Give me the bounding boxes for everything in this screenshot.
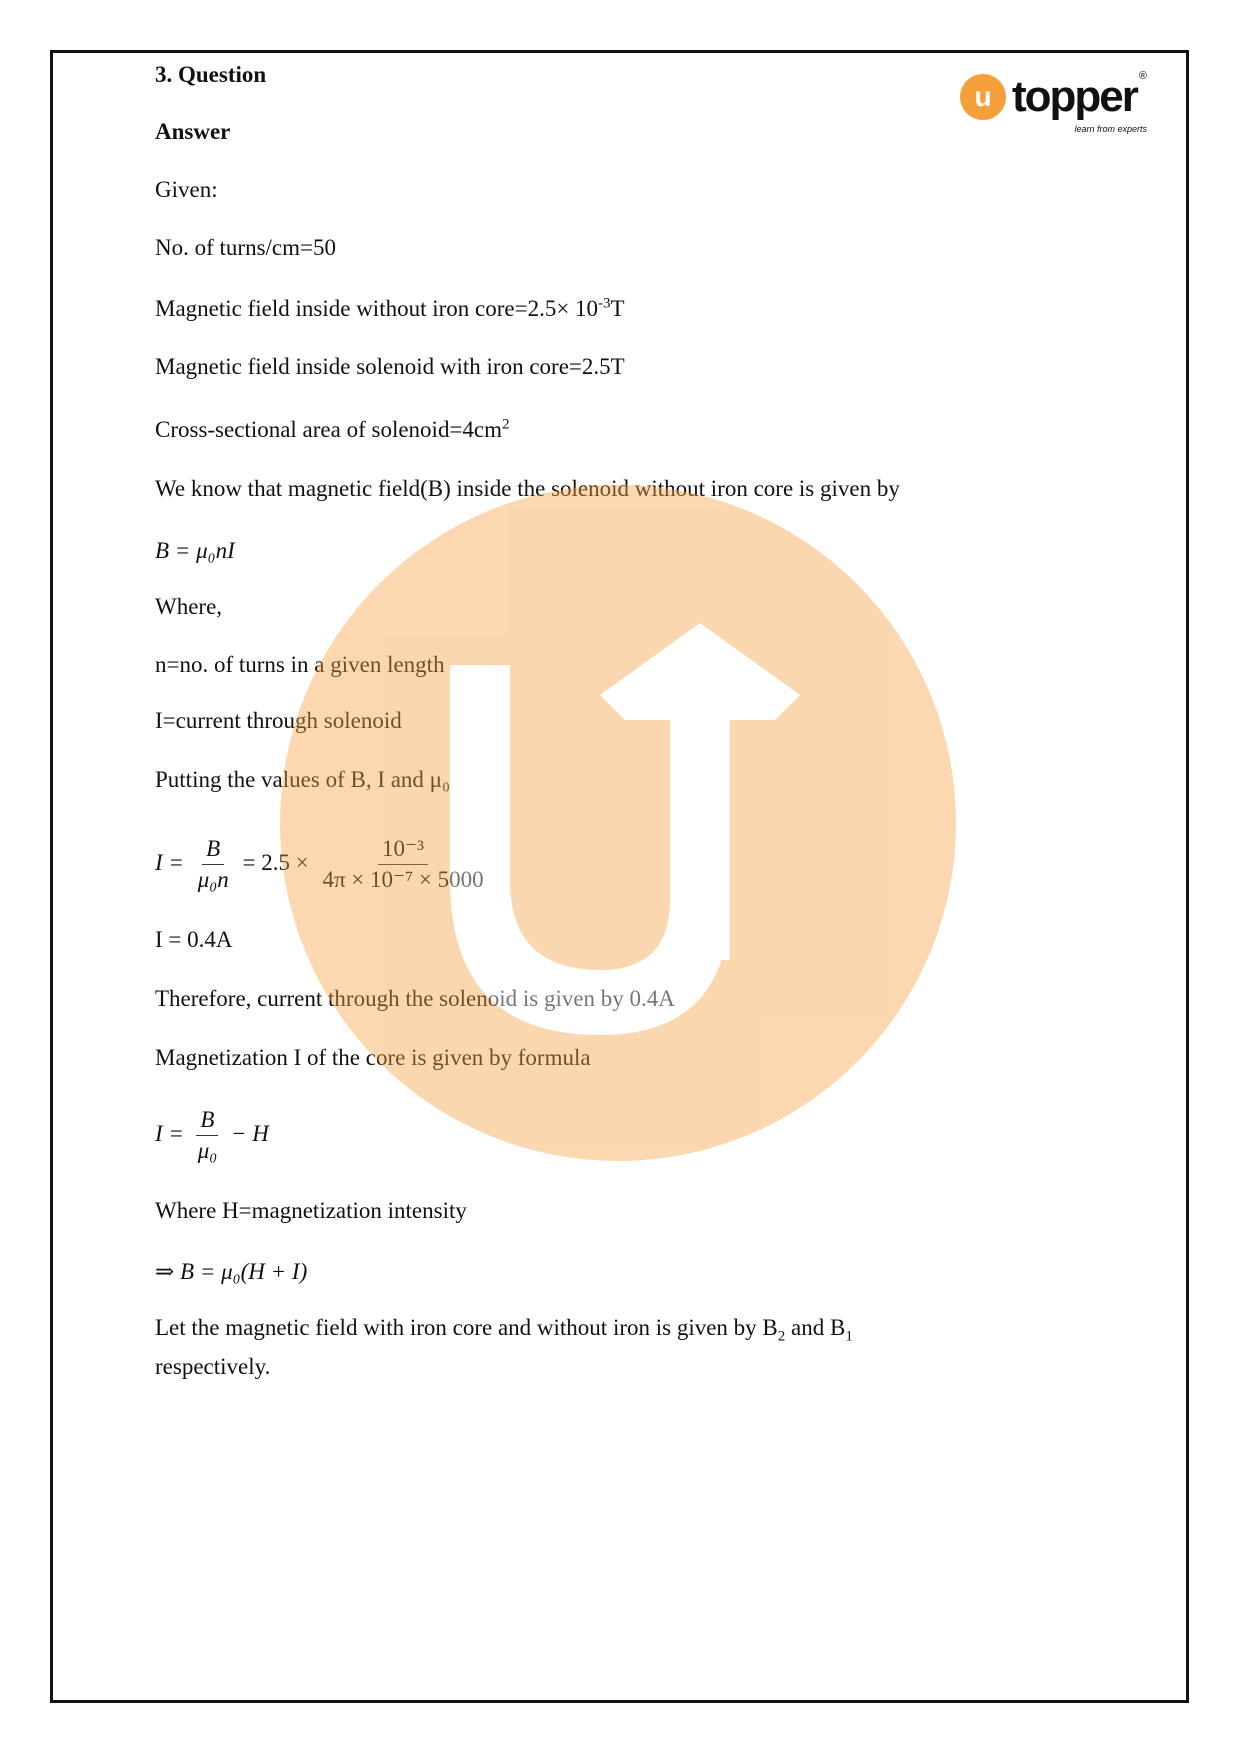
text: Cross-sectional area of solenoid=4cm xyxy=(155,417,503,442)
topper-logo xyxy=(960,70,1147,135)
question-heading: 3. Question xyxy=(155,62,267,87)
logo-text xyxy=(1012,70,1147,135)
logo-tagline: learn from experts xyxy=(1074,124,1147,134)
therefore-text: Therefore, current through the solenoid is given by 0.4A xyxy=(155,986,675,1011)
numerator: B xyxy=(202,834,224,865)
subscript: 2 xyxy=(777,1328,786,1345)
equation-result: I = 0.4A xyxy=(155,927,233,952)
rhs: − H xyxy=(230,1121,269,1146)
putting-text: Putting the values of B, I and μ₀ xyxy=(155,767,451,792)
numerator: B xyxy=(196,1105,218,1136)
denominator: μ₀ xyxy=(197,1138,218,1164)
text: Let the magnetic field with iron core and without iron is given by B xyxy=(155,1315,778,1340)
given-label: Given: xyxy=(155,177,218,202)
logo-mark: u xyxy=(960,74,1006,120)
where-h-text: Where H=magnetization intensity xyxy=(155,1198,467,1223)
given-field-with: Magnetic field inside solenoid with iron core=2.5T xyxy=(155,354,625,379)
fraction xyxy=(318,834,487,895)
exponent: 2 xyxy=(502,416,510,433)
registered-mark: ® xyxy=(1138,70,1147,82)
logo-name: topper xyxy=(1012,72,1137,121)
equation-b: B = μ₀nI xyxy=(155,538,235,563)
logo-wordmark xyxy=(1012,70,1147,124)
mid: = 2.5 × xyxy=(242,850,309,875)
i-definition: I=current through solenoid xyxy=(155,708,402,733)
lhs: I = xyxy=(155,1121,184,1146)
respectively-text: respectively. xyxy=(155,1354,271,1379)
numerator: 10⁻³ xyxy=(378,834,428,865)
let-text xyxy=(155,1313,853,1343)
given-field-without xyxy=(155,294,625,324)
magnetization-text: Magnetization I of the core is given by formula xyxy=(155,1045,591,1070)
know-text: We know that magnetic field(B) inside the solenoid without iron core is given by xyxy=(155,476,900,501)
exponent: -3 xyxy=(598,295,611,312)
text: and B xyxy=(785,1315,846,1340)
given-area xyxy=(155,415,510,445)
answer-heading: Answer xyxy=(155,119,231,144)
equation-current xyxy=(155,818,492,908)
where-text: Where, xyxy=(155,594,223,619)
n-definition: n=no. of turns in a given length xyxy=(155,652,445,677)
given-turns: No. of turns/cm=50 xyxy=(155,235,336,260)
denominator: μ₀n xyxy=(197,867,229,893)
denominator: 4π × 10⁻⁷ × 5000 xyxy=(322,867,484,893)
text: Magnetic field inside without iron core=2.5× 10 xyxy=(155,296,599,321)
equation-b-h: ⇒ B = μ₀(H + I) xyxy=(155,1259,308,1284)
equation-magnetization xyxy=(155,1089,269,1179)
fraction xyxy=(194,834,233,895)
lhs: I = xyxy=(155,850,184,875)
fraction xyxy=(194,1105,222,1166)
unit: T xyxy=(610,296,625,321)
subscript: 1 xyxy=(845,1328,853,1345)
